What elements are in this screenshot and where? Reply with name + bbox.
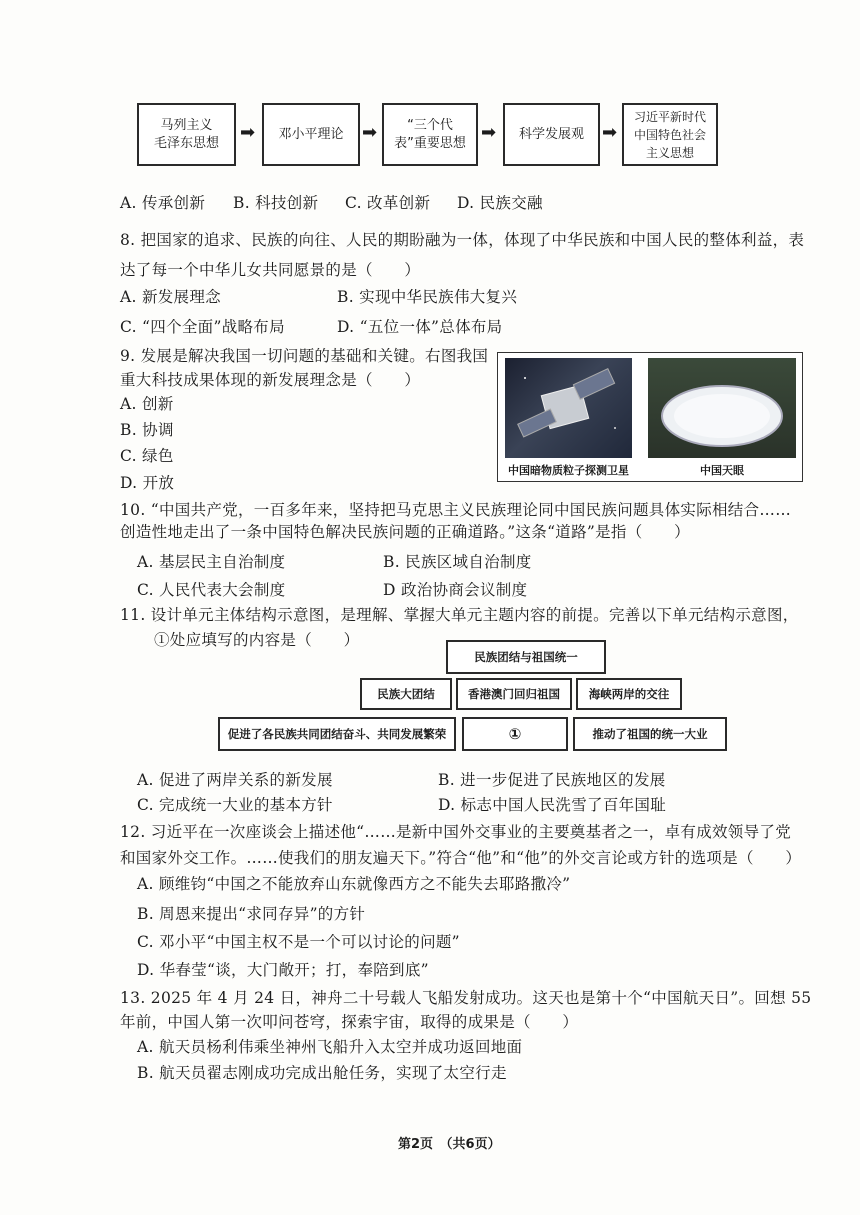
diagram-bottom-box-ethnic: 促进了各民族共同团结奋斗、共同发展繁荣 (218, 717, 456, 751)
q11-option-a: A. 促进了两岸关系的新发展 (137, 771, 333, 789)
q10-option-a: A. 基层民主自治制度 (137, 553, 286, 571)
diagram-mid-box-strait: 海峡两岸的交往 (576, 678, 682, 710)
q8-stem-line1: 8. 把国家的追求、民族的向往、人民的期盼融为一体，体现了中华民族和中国人民的整体利益，表 (120, 231, 805, 249)
q12-option-b: B. 周恩来提出“求同存异”的方针 (137, 905, 366, 923)
q7-option-b: B. 科技创新 (233, 194, 319, 212)
q9-option-a: A. 创新 (120, 395, 174, 413)
q9-stem-line2: 重大科技成果体现的新发展理念是（ ） (120, 371, 421, 389)
q9-option-b: B. 协调 (120, 421, 174, 439)
q7-option-a: A. 传承创新 (120, 194, 206, 212)
q8-stem-line2: 达了每一个中华儿女共同愿景的是（ ） (120, 261, 421, 279)
satellite-caption: 中国暗物质粒子探测卫星 (508, 464, 629, 477)
satellite-photo (505, 358, 632, 458)
flow-box-deng: 邓小平理论 (262, 103, 360, 166)
q10-option-b: B. 民族区域自治制度 (383, 553, 532, 571)
q13-stem-line1: 13. 2025 年 4 月 24 日，神舟二十号载人飞船发射成功。这天也是第十个“中国航天日”。回想 55 (120, 989, 812, 1007)
q11-option-d: D. 标志中国人民洗雪了百年国耻 (438, 796, 667, 814)
arrow-right-icon: ➡ (481, 122, 497, 143)
q11-stem-line1: 11. 设计单元主体结构示意图，是理解、掌握大单元主题内容的前提。完善以下单元结构示意图， (120, 606, 799, 624)
q7-option-c: C. 改革创新 (345, 194, 431, 212)
q12-stem-line2: 和国家外交工作。……使我们的朋友遍天下。”符合“他”和“他”的外交言论或方针的选项是（ ） (120, 849, 802, 867)
diagram-mid-box-hkmacau: 香港澳门回归祖国 (456, 678, 572, 710)
q11-option-b: B. 进一步促进了民族地区的发展 (438, 771, 666, 789)
q12-stem-line1: 12. 习近平在一次座谈会上描述他“……是新中国外交事业的主要奠基者之一，卓有成效领导了党 (120, 823, 792, 841)
flow-box-three-represents: “三个代表”重要思想 (382, 103, 478, 166)
q8-option-d: D. “五位一体”总体布局 (337, 318, 503, 336)
page-footer: 第2页 （共6页） (398, 1137, 501, 1152)
diagram-bottom-box-blank: ① (462, 717, 568, 751)
diagram-top-box: 民族团结与祖国统一 (446, 640, 606, 674)
q12-option-a: A. 顾维钧“中国之不能放弃山东就像西方之不能失去耶路撒冷” (137, 875, 571, 893)
q11-option-c: C. 完成统一大业的基本方针 (137, 796, 333, 814)
flow-box-marxism: 马列主义 毛泽东思想 (137, 103, 236, 166)
q8-option-b: B. 实现中华民族伟大复兴 (337, 288, 518, 306)
flow-box-xi-thought: 习近平新时代中国特色社会主义思想 (622, 103, 718, 166)
q7-option-d: D. 民族交融 (457, 194, 543, 212)
q9-option-d: D. 开放 (120, 474, 175, 492)
q10-stem-line2: 创造性地走出了一条中国特色解决民族问题的正确道路。”这条“道路”是指（ ） (120, 523, 690, 541)
flow-box-scientific: 科学发展观 (503, 103, 600, 166)
q12-option-c: C. 邓小平“中国主权不是一个可以讨论的问题” (137, 933, 460, 951)
q8-option-a: A. 新发展理念 (120, 288, 221, 306)
fast-caption: 中国天眼 (700, 464, 744, 477)
arrow-right-icon: ➡ (362, 122, 378, 143)
q13-stem-line2: 年前，中国人第一次叩问苍穹，探索宇宙，取得的成果是（ ） (120, 1013, 579, 1031)
diagram-bottom-box-unification: 推动了祖国的统一大业 (573, 717, 727, 751)
q10-stem-line1: 10. “中国共产党，一百多年来，坚持把马克思主义民族理论同中国民族问题具体实际相结合…… (120, 501, 792, 519)
q9-option-c: C. 绿色 (120, 447, 174, 465)
q13-option-a: A. 航天员杨利伟乘坐神州飞船升入太空并成功返回地面 (137, 1038, 523, 1056)
q10-option-c: C. 人民代表大会制度 (137, 581, 286, 599)
q13-option-b: B. 航天员翟志刚成功完成出舱任务，实现了太空行走 (137, 1064, 507, 1082)
q12-option-d: D. 华春莹“谈，大门敞开；打，奉陪到底” (137, 961, 429, 979)
q11-stem-line2: ①处应填写的内容是（ ） (154, 631, 360, 649)
fast-telescope-photo (648, 358, 796, 458)
arrow-right-icon: ➡ (602, 122, 618, 143)
q9-stem-line1: 9. 发展是解决我国一切问题的基础和关键。右图我国 (120, 347, 489, 365)
q8-option-c: C. “四个全面”战略布局 (120, 318, 285, 336)
arrow-right-icon: ➡ (240, 122, 256, 143)
diagram-mid-box-unity: 民族大团结 (360, 678, 452, 710)
q10-option-d: D 政治协商会议制度 (383, 581, 528, 599)
